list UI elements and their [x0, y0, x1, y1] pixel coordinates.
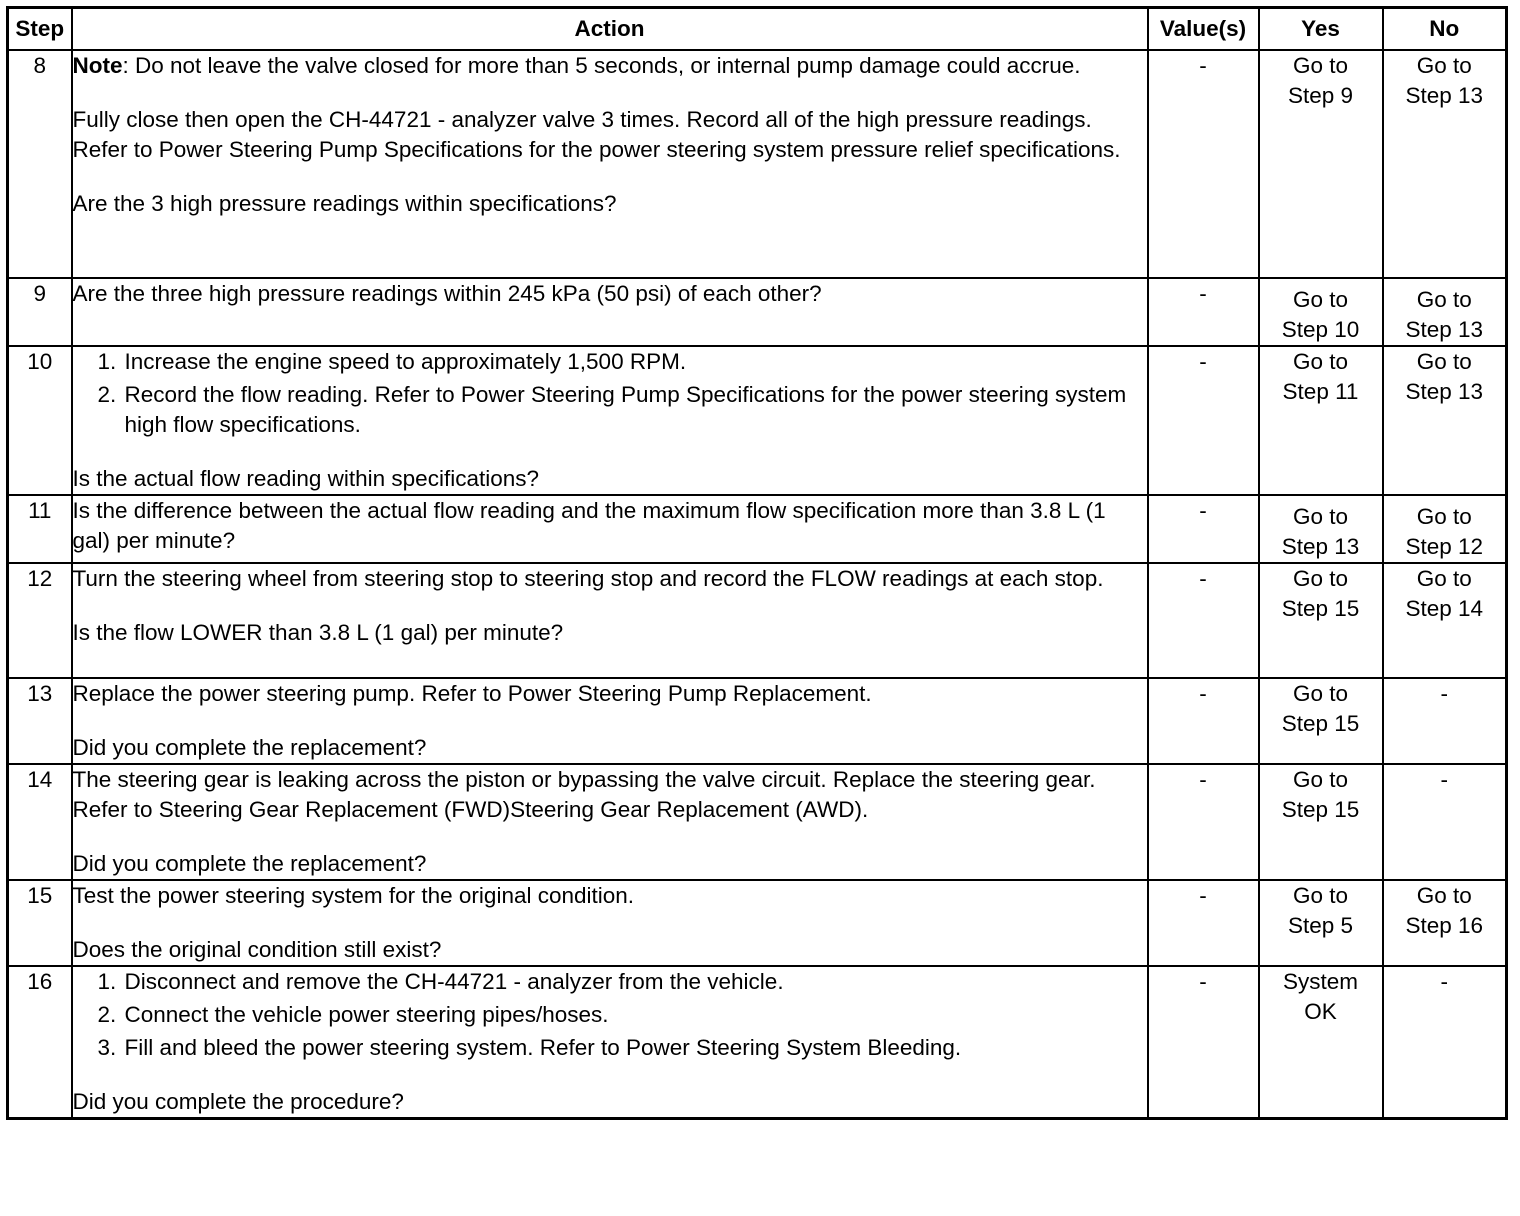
no-cell — [1383, 966, 1507, 1119]
table-row — [8, 678, 1507, 764]
header-action: Action — [72, 8, 1148, 51]
action-list — [73, 347, 1147, 440]
no-line: - — [1440, 969, 1448, 994]
action-body: Replace the power steering pump. Refer to Power Steering Pump Replacement. — [72, 681, 872, 706]
step-number: 12 — [8, 563, 72, 678]
value-cell: - — [1148, 880, 1259, 966]
step-number: 11 — [8, 495, 72, 563]
action-list — [73, 967, 1147, 1063]
step-number: 8 — [8, 50, 72, 278]
no-line: Go to — [1416, 504, 1472, 529]
table-row — [8, 966, 1507, 1119]
table-row — [8, 563, 1507, 678]
list-item: 1. Disconnect and remove the CH-44721 - analyzer from the vehicle. — [123, 967, 1147, 997]
no-cell — [1383, 880, 1507, 966]
no-cell — [1383, 495, 1507, 563]
action-question: Is the flow LOWER than 3.8 L (1 gal) per minute? — [72, 620, 564, 645]
yes-line: Step 13 — [1281, 534, 1360, 559]
value-cell: - — [1148, 563, 1259, 678]
action-question: Did you complete the replacement? — [72, 851, 427, 876]
value-cell: - — [1148, 764, 1259, 880]
no-line: Go to — [1416, 566, 1472, 591]
no-cell — [1383, 346, 1507, 495]
no-line: Go to — [1416, 287, 1472, 312]
action-body: The steering gear is leaking across the piston or bypassing the valve circuit. Replace the steering gear. Refer to Steering Gear Replacement (FWD)Steering Gear Replacement (AWD). — [72, 767, 1096, 822]
no-cell — [1383, 563, 1507, 678]
yes-cell — [1259, 678, 1383, 764]
no-cell — [1383, 50, 1507, 278]
action-cell — [72, 563, 1148, 678]
step-number: 16 — [8, 966, 72, 1119]
yes-cell — [1259, 966, 1383, 1119]
no-cell — [1383, 278, 1507, 346]
step-number: 13 — [8, 678, 72, 764]
yes-line: Step 15 — [1281, 711, 1360, 736]
step-number: 14 — [8, 764, 72, 880]
header-step: Step — [8, 8, 72, 51]
action-body: Turn the steering wheel from steering stop to steering stop and record the FLOW readings at each stop. — [72, 566, 1104, 591]
no-line: - — [1440, 681, 1448, 706]
yes-line: Step 15 — [1281, 797, 1360, 822]
step-number: 10 — [8, 346, 72, 495]
action-body: Test the power steering system for the original condition. — [72, 883, 635, 908]
action-question: Is the difference between the actual flow reading and the maximum flow specification more than 3.8 L (1 gal) per minute? — [72, 498, 1106, 553]
no-line: Go to — [1416, 349, 1472, 374]
no-line: Go to — [1416, 883, 1472, 908]
yes-cell — [1259, 764, 1383, 880]
no-line: Step 14 — [1405, 596, 1484, 621]
action-question: Did you complete the replacement? — [72, 735, 427, 760]
yes-cell — [1259, 495, 1383, 563]
step-number: 15 — [8, 880, 72, 966]
table-row — [8, 346, 1507, 495]
value-cell: - — [1148, 495, 1259, 563]
action-cell — [72, 346, 1148, 495]
table-row — [8, 278, 1507, 346]
note-text: : Do not leave the valve closed for more than 5 seconds, or internal pump damage could accrue. — [122, 53, 1081, 78]
action-cell — [72, 966, 1148, 1119]
action-body: Fully close then open the CH-44721 - analyzer valve 3 times. Record all of the high pressure readings. Refer to Power Steering Pump Specifications for the power steering system pressure relief specifications. — [72, 107, 1121, 162]
table-row — [8, 495, 1507, 563]
value-cell: - — [1148, 50, 1259, 278]
yes-cell — [1259, 880, 1383, 966]
yes-line: Go to — [1292, 883, 1349, 908]
yes-cell — [1259, 278, 1383, 346]
table-row — [8, 880, 1507, 966]
list-item: 2. Record the flow reading. Refer to Power Steering Pump Specifications for the power steering system high flow specifications. — [123, 380, 1147, 440]
no-line: Step 12 — [1405, 534, 1484, 559]
no-line: Go to — [1416, 53, 1472, 78]
no-line: Step 16 — [1405, 913, 1484, 938]
yes-line: OK — [1304, 999, 1337, 1024]
action-cell — [72, 495, 1148, 563]
no-line: - — [1440, 767, 1448, 792]
value-cell: - — [1148, 346, 1259, 495]
action-cell — [72, 880, 1148, 966]
action-question: Does the original condition still exist? — [72, 937, 442, 962]
action-cell — [72, 678, 1148, 764]
diagnostic-table-wrapper — [6, 6, 1508, 1120]
diagnostic-table — [6, 6, 1508, 1120]
yes-line: Go to — [1292, 349, 1349, 374]
yes-line: Step 10 — [1281, 317, 1360, 342]
step-number: 9 — [8, 278, 72, 346]
action-question: Are the three high pressure readings within 245 kPa (50 psi) of each other? — [72, 281, 822, 306]
yes-line: Step 5 — [1287, 913, 1354, 938]
yes-line: Go to — [1292, 53, 1349, 78]
action-question: Did you complete the procedure? — [72, 1089, 404, 1114]
header-no: No — [1383, 8, 1507, 51]
header-yes: Yes — [1259, 8, 1383, 51]
table-row — [8, 764, 1507, 880]
table-header-row — [8, 8, 1507, 51]
yes-cell — [1259, 50, 1383, 278]
yes-line: Go to — [1292, 504, 1349, 529]
no-cell — [1383, 764, 1507, 880]
yes-line: Go to — [1292, 566, 1349, 591]
no-line: Step 13 — [1405, 317, 1484, 342]
yes-line: Step 15 — [1281, 596, 1360, 621]
action-question: Is the actual flow reading within specifications? — [72, 466, 540, 491]
value-cell: - — [1148, 278, 1259, 346]
value-cell: - — [1148, 966, 1259, 1119]
header-values: Value(s) — [1148, 8, 1259, 51]
no-cell — [1383, 678, 1507, 764]
yes-line: Go to — [1292, 681, 1349, 706]
no-line: Step 13 — [1405, 379, 1484, 404]
table-row — [8, 50, 1507, 278]
list-item: 2. Connect the vehicle power steering pipes/hoses. — [123, 1000, 1147, 1030]
action-cell — [72, 278, 1148, 346]
note-label: Note — [72, 53, 123, 78]
note — [73, 51, 1147, 81]
yes-line: Step 9 — [1287, 83, 1354, 108]
yes-line: Go to — [1292, 287, 1349, 312]
action-cell — [72, 50, 1148, 278]
list-item: 3. Fill and bleed the power steering system. Refer to Power Steering System Bleeding. — [123, 1033, 1147, 1063]
yes-cell — [1259, 346, 1383, 495]
value-cell: - — [1148, 678, 1259, 764]
yes-cell — [1259, 563, 1383, 678]
yes-line: Step 11 — [1282, 379, 1359, 404]
yes-line: Go to — [1292, 767, 1349, 792]
action-cell — [72, 764, 1148, 880]
no-line: Step 13 — [1405, 83, 1484, 108]
action-question: Are the 3 high pressure readings within specifications? — [72, 191, 617, 216]
yes-line: System — [1282, 969, 1358, 994]
list-item: 1. Increase the engine speed to approximately 1,500 RPM. — [123, 347, 1147, 377]
